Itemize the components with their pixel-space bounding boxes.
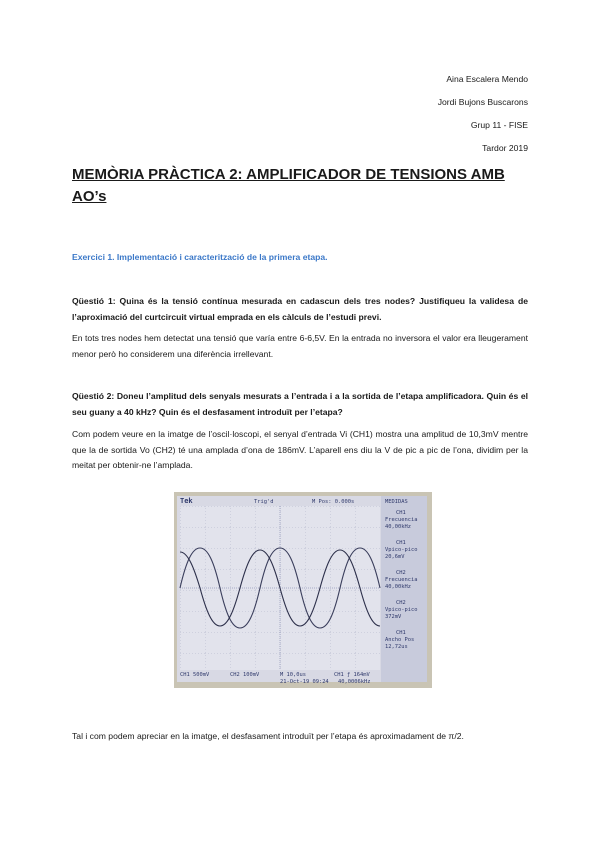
scope-mpos: M Pos: 0.000s bbox=[312, 499, 355, 505]
question-2-label: Qüestió 2 bbox=[72, 391, 112, 401]
conclusion: Tal i com podem apreciar en la imatge, el desfasament introduït per l’etapa és aproximadament de π/2. bbox=[72, 731, 464, 741]
document-title: MEMÒRIA PRÀCTICA 2: AMPLIFICADOR DE TENSIONS AMB AO’s bbox=[72, 166, 505, 205]
question-2 bbox=[72, 389, 528, 420]
scope-brand: Tek bbox=[180, 497, 193, 505]
ch1-scale: CH1 500mV bbox=[180, 672, 210, 678]
question-2-text: : Doneu l’amplitud dels senyals mesurats a l’entrada i a la sortida de l’etapa amplificadora. Quin és el seu guany a 40 kHz? Quin és el desfasament introduït per l’etapa? bbox=[72, 391, 528, 417]
measure-name: Frecuencia bbox=[385, 517, 418, 523]
measure-name: Frecuencia bbox=[385, 577, 418, 583]
question-1-text: : Quina és la tensió contínua mesurada en cadascun dels tres nodes? Justifiqueu la validesa de l’aproximació del curtcircuit virtual emprada en els càlculs de l’estudi previ. bbox=[72, 296, 528, 322]
answer-2: Com podem veure en la imatge de l’oscil·loscopi, el senyal d’entrada Vi (CH1) mostra una amplitud de 10,3mV mentre que la de sortida Vo (CH2) té una amplada d’ona de 186mV. L’aparell ens diu la V de pic a pic de l’ona, dividim per la meitat per obtenir-ne l’amplada. bbox=[72, 429, 528, 470]
measure-channel: CH1 bbox=[396, 630, 406, 636]
question-1 bbox=[72, 294, 528, 325]
answer-1: En tots tres nodes hem detectat una tensió que varía entre 6-6,5V. En la entrada no inversora el valor era lleugerament menor però ho considerem una diferència irrellevant. bbox=[72, 333, 528, 359]
measure-value: 20,6mV bbox=[385, 554, 405, 560]
measure-value: 12,72us bbox=[385, 644, 408, 650]
question-1-label: Qüestió 1 bbox=[72, 296, 113, 306]
term-label: Tardor 2019 bbox=[482, 143, 528, 153]
measure-channel: CH2 bbox=[396, 570, 406, 576]
measure-channel: CH1 bbox=[396, 540, 406, 546]
scope-date: 21-Oct-19 09:24 bbox=[280, 679, 329, 685]
oscilloscope-photo bbox=[174, 492, 432, 688]
trigger-info: CH1 ƒ 164mV bbox=[334, 672, 370, 678]
author-2: Jordi Bujons Buscarons bbox=[437, 97, 528, 107]
measure-channel: CH2 bbox=[396, 600, 406, 606]
oscilloscope-screen bbox=[174, 492, 432, 688]
exercise-heading: Exercici 1. Implementació i caracterització de la primera etapa. bbox=[72, 252, 328, 262]
measure-name: Vpico-pico bbox=[385, 607, 418, 613]
scope-frequency: 40,0006kHz bbox=[338, 679, 371, 685]
ch2-scale: CH2 100mV bbox=[230, 672, 260, 678]
measure-name: Vpico-pico bbox=[385, 547, 418, 553]
measure-value: 40,00kHz bbox=[385, 584, 411, 590]
scope-trig-status: Trig'd bbox=[254, 499, 274, 505]
measures-title: MEDIDAS bbox=[385, 499, 408, 505]
measure-value: 372mV bbox=[385, 614, 402, 620]
measure-channel: CH1 bbox=[396, 510, 406, 516]
time-scale: M 10,0us bbox=[280, 672, 306, 678]
measure-name: Ancho Pos bbox=[385, 637, 415, 643]
author-1: Aina Escalera Mendo bbox=[446, 74, 528, 84]
group-label: Grup 11 - FISE bbox=[470, 120, 528, 130]
measure-value: 40,00kHz bbox=[385, 524, 411, 530]
